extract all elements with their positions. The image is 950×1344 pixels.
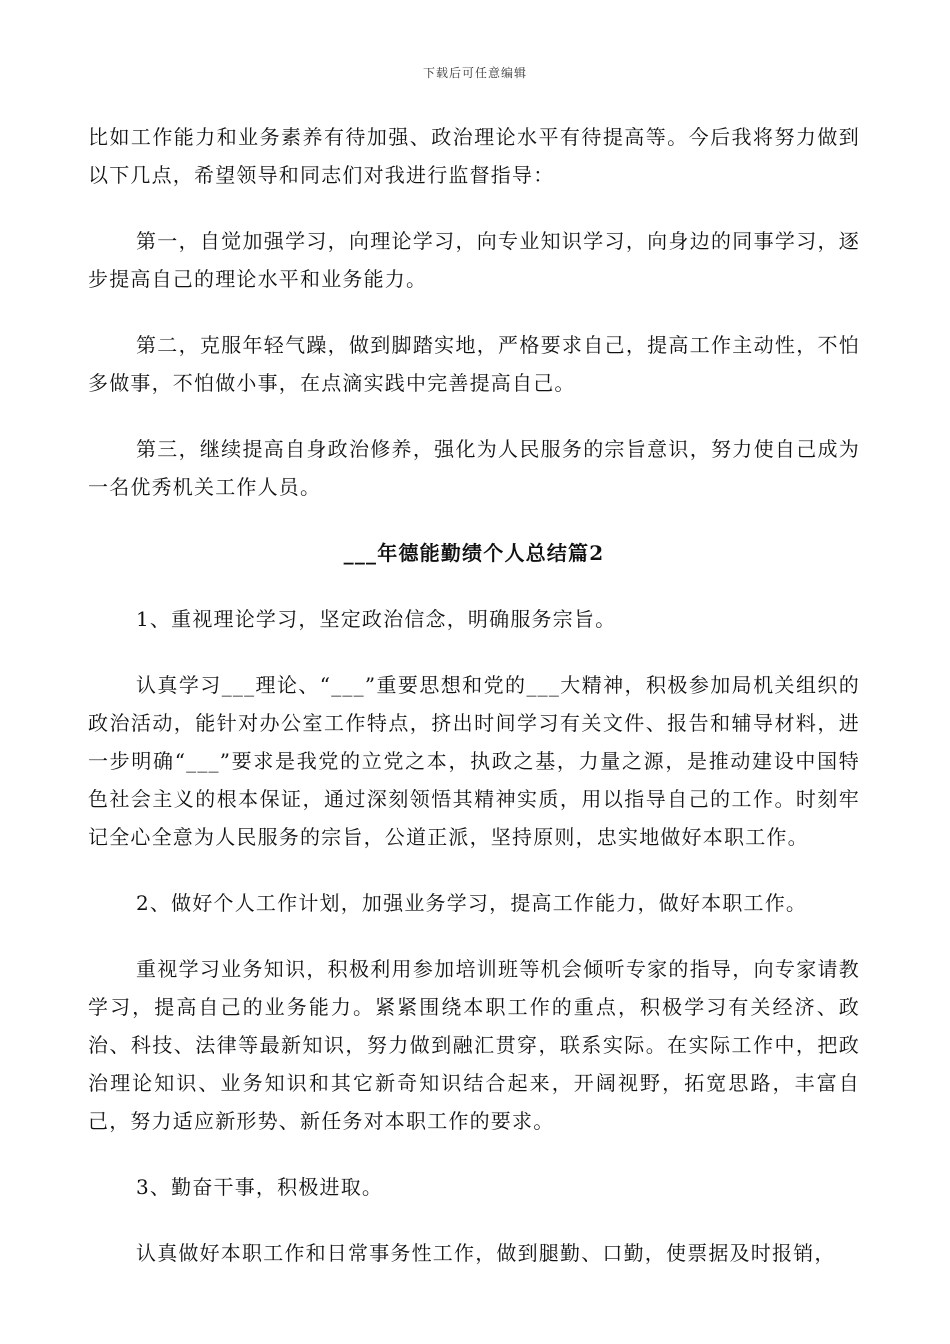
section-paragraph-1: 认真学习___理论、“___”重要思想和党的___大精神，积极参加局机关组织的政治活动，能针对办公室工作特点，挤出时间学习有关文件、报告和辅导材料，进一步明确“___”要求是我党的立党之本，执政之基，力量之源，是推动建设中国特色社会主义的根本保证，通过深刻领悟其精神实质，用以指导自己的工作。时刻牢记全心全意为人民服务的宗旨，公道正派，坚持原则，忠实地做好本职工作。 [88,673,860,849]
section-heading-1: 1、重视理论学习，坚定政治信念，明确服务宗旨。 [136,607,617,631]
section-paragraph-3: 认真做好本职工作和日常事务性工作，做到腿勤、口勤，使票据及时报销， [136,1241,836,1265]
section-heading-2: 2、做好个人工作计划，加强业务学习，提高工作能力，做好本职工作。 [136,891,808,915]
section-title: ___年德能勤绩个人总结篇2 [343,541,605,565]
paragraph-continuation: 比如工作能力和业务素养有待加强、政治理论水平有待提高等。今后我将努力做到以下几点，希望领导和同志们对我进行监督指导： [88,125,860,187]
paragraph-point-three: 第三，继续提高自身政治修养，强化为人民服务的宗旨意识，努力使自己成为一名优秀机关工作人员。 [88,437,860,499]
page-header-note: 下载后可任意编辑 [422,66,527,80]
paragraph-point-two: 第二，克服年轻气躁，做到脚踏实地，严格要求自己，提高工作主动性，不怕多做事，不怕做小事，在点滴实践中完善提高自己。 [88,333,860,395]
section-paragraph-2: 重视学习业务知识，积极利用参加培训班等机会倾听专家的指导，向专家请教学习，提高自己的业务能力。紧紧围绕本职工作的重点，积极学习有关经济、政治、科技、法律等最新知识，努力做到融汇贯穿，联系实际。在实际工作中，把政治理论知识、业务知识和其它新奇知识结合起来，开阔视野，拓宽思路，丰富自己，努力适应新形势、新任务对本职工作的要求。 [88,957,860,1133]
paragraph-point-one: 第一，自觉加强学习，向理论学习，向专业知识学习，向身边的同事学习，逐步提高自己的理论水平和业务能力。 [88,229,860,291]
document-body [88,118,860,1300]
section-heading-3: 3、勤奋干事，积极进取。 [136,1175,384,1199]
